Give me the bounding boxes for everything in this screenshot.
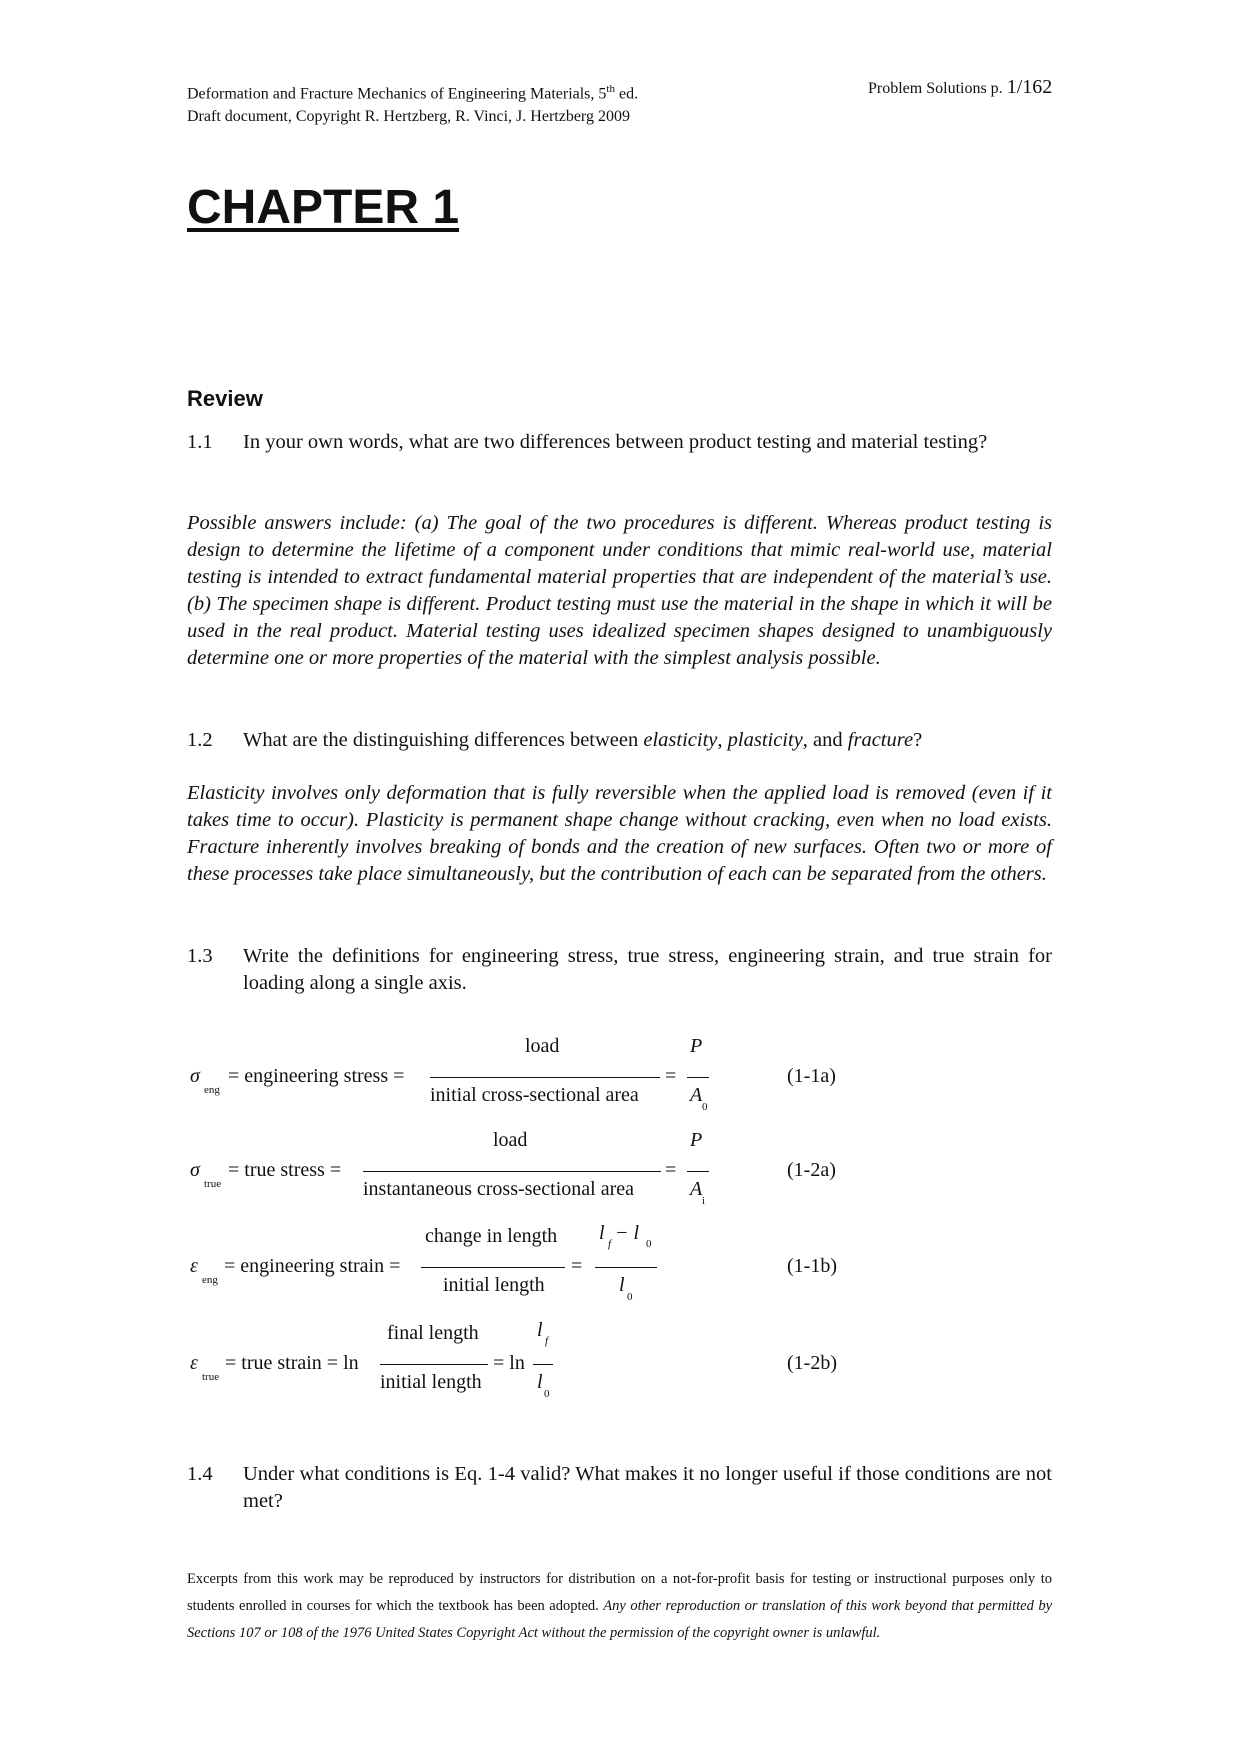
footer-plain-text: Excerpts from this work may be reproduced by instructors for distribution on a not-for-profit basis for testing or instructional purposes only to students enrolled in courses for which the textbook has been adopted. — [187, 1571, 1052, 1614]
equation-lhs: = engineering stress = — [228, 1065, 405, 1087]
question-number: 1.1 — [187, 431, 213, 453]
term-elasticity: elasticity — [643, 729, 718, 751]
term-fracture: fracture — [847, 729, 914, 751]
fraction-denominator: initial length — [443, 1274, 545, 1296]
section-title: Review — [187, 386, 263, 411]
copyright-footer — [187, 1566, 1052, 1647]
fraction-bar — [595, 1267, 657, 1268]
denominator-subscript: 0 — [544, 1388, 550, 1400]
separator: , and — [802, 729, 848, 751]
page-number: 1/162 — [1006, 76, 1053, 98]
denominator-subscript: 0 — [627, 1291, 633, 1303]
symbol-epsilon: ε — [190, 1352, 198, 1374]
fraction-denominator: l — [619, 1274, 625, 1296]
equation-1-2b — [187, 1319, 887, 1401]
fraction-numerator: load — [525, 1035, 560, 1057]
equals-ln: = ln — [493, 1352, 525, 1374]
page-label: Problem Solutions p. — [868, 80, 1007, 97]
fraction-bar — [380, 1364, 488, 1365]
symbol-subscript: eng — [202, 1274, 218, 1286]
equation-lhs: = engineering strain = — [224, 1255, 401, 1277]
fraction-denominator: A — [690, 1178, 703, 1200]
fraction-denominator: l — [537, 1371, 543, 1393]
page-indicator — [868, 74, 1052, 102]
equation-label: (1-2a) — [787, 1159, 836, 1181]
numerator-subscript-0: 0 — [646, 1238, 652, 1250]
symbol-sigma: σ — [190, 1159, 200, 1181]
equation-label: (1-2b) — [787, 1352, 837, 1374]
answer-1-2: Elasticity involves only deformation that is fully reversible when the applied load is removed (even if it takes time to occur). Plasticity is permanent shape change without cracking, even when no load exists. Fracture inherently involves breaking of bonds and the creation of new surfaces. Often two or more of these processes take place simultaneously, but the contribution of each can be separated from the others. — [187, 782, 1052, 885]
equation-1-2a — [187, 1129, 887, 1208]
edition-suffix: ed. — [614, 85, 639, 103]
fraction-numerator: P — [690, 1129, 703, 1151]
fraction-bar — [533, 1364, 553, 1365]
equation-lhs: = true stress = — [228, 1159, 342, 1181]
symbol-subscript: eng — [204, 1084, 220, 1096]
symbol-subscript: true — [204, 1178, 222, 1190]
question-text: Write the definitions for engineering stress, true stress, engineering strain, and true strain for loading along a single axis. — [243, 945, 1052, 994]
symbol-epsilon: ε — [190, 1255, 198, 1277]
question-1-2 — [187, 727, 1052, 754]
fraction-bar — [687, 1077, 709, 1078]
denominator-subscript: i — [702, 1195, 706, 1207]
question-text: In your own words, what are two differences between product testing and material testing? — [243, 431, 988, 453]
separator: , — [717, 729, 728, 751]
fraction-bar — [421, 1267, 565, 1268]
question-text-prefix: What are the distinguishing differences between — [243, 729, 644, 751]
equals-sign: = — [665, 1065, 677, 1087]
chapter-title: CHAPTER 1 — [187, 181, 460, 234]
fraction-numerator: load — [493, 1129, 528, 1151]
question-number: 1.2 — [187, 729, 213, 751]
question-text — [243, 727, 1052, 754]
numerator-l: l — [599, 1222, 605, 1244]
fraction-bar — [430, 1077, 660, 1078]
symbol-sigma: σ — [190, 1065, 200, 1087]
fraction-bar — [687, 1171, 709, 1172]
question-1-4 — [187, 1461, 1052, 1515]
fraction-bar — [363, 1171, 661, 1172]
question-number: 1.3 — [187, 945, 213, 967]
fraction-numerator: change in length — [425, 1225, 558, 1247]
footer-italic-text: Any other reproduction or translation of this work beyond that permitted by Sections 107 or 108 of the 1976 United States Copyright Act without the permission of the copyright owner is unlawful. — [187, 1598, 1053, 1641]
fraction-denominator: A — [690, 1084, 703, 1106]
answer-1-1: Possible answers include: (a) The goal of the two procedures is different. Whereas product testing is design to determine the lifetime of a component under conditions that mimic real-world use, material testing is intended to extract fundamental material properties that are independent of the material’s use. (b) The specimen shape is different. Product testing must use the material in the shape in which it will be used in the real product. Material testing uses idealized specimen shapes designed to unambiguously determine one or more properties of the material with the simplest analysis possible. — [187, 512, 1052, 669]
numerator-subscript-f: f — [608, 1238, 612, 1250]
fraction-denominator: initial cross-sectional area — [430, 1084, 639, 1106]
fraction-denominator: initial length — [380, 1371, 482, 1393]
equation-1-1b — [187, 1222, 887, 1304]
book-title: Deformation and Fracture Mechanics of Engineering Materials, 5 — [187, 85, 607, 103]
equation-label: (1-1a) — [787, 1065, 836, 1087]
running-header-title — [187, 76, 638, 107]
equals-sign: = — [571, 1255, 583, 1277]
edition-superscript: th — [606, 83, 615, 95]
fraction-denominator: instantaneous cross-sectional area — [363, 1178, 635, 1200]
symbol-subscript: true — [202, 1371, 220, 1383]
fraction-numerator: P — [690, 1035, 703, 1057]
question-text: Under what conditions is Eq. 1-4 valid? What makes it no longer useful if those conditions are not met? — [243, 1463, 1052, 1512]
denominator-subscript: 0 — [702, 1101, 708, 1113]
question-number: 1.4 — [187, 1463, 213, 1485]
term-plasticity: plasticity — [727, 729, 803, 751]
equals-sign: = — [665, 1159, 677, 1181]
running-header-copyright: Draft document, Copyright R. Hertzberg, R. Vinci, J. Hertzberg 2009 — [187, 108, 630, 125]
question-text-suffix: ? — [913, 729, 923, 751]
fraction-numerator: final length — [387, 1322, 479, 1344]
equation-lhs: = true strain = ln — [225, 1352, 359, 1374]
numerator-subscript: f — [545, 1335, 549, 1347]
numerator-minus-l: − l — [615, 1222, 640, 1244]
fraction-numerator: l — [537, 1319, 543, 1341]
equation-1-1a — [187, 1035, 887, 1114]
equation-label: (1-1b) — [787, 1255, 837, 1277]
question-1-3 — [187, 943, 1052, 997]
question-1-1 — [187, 429, 1052, 456]
